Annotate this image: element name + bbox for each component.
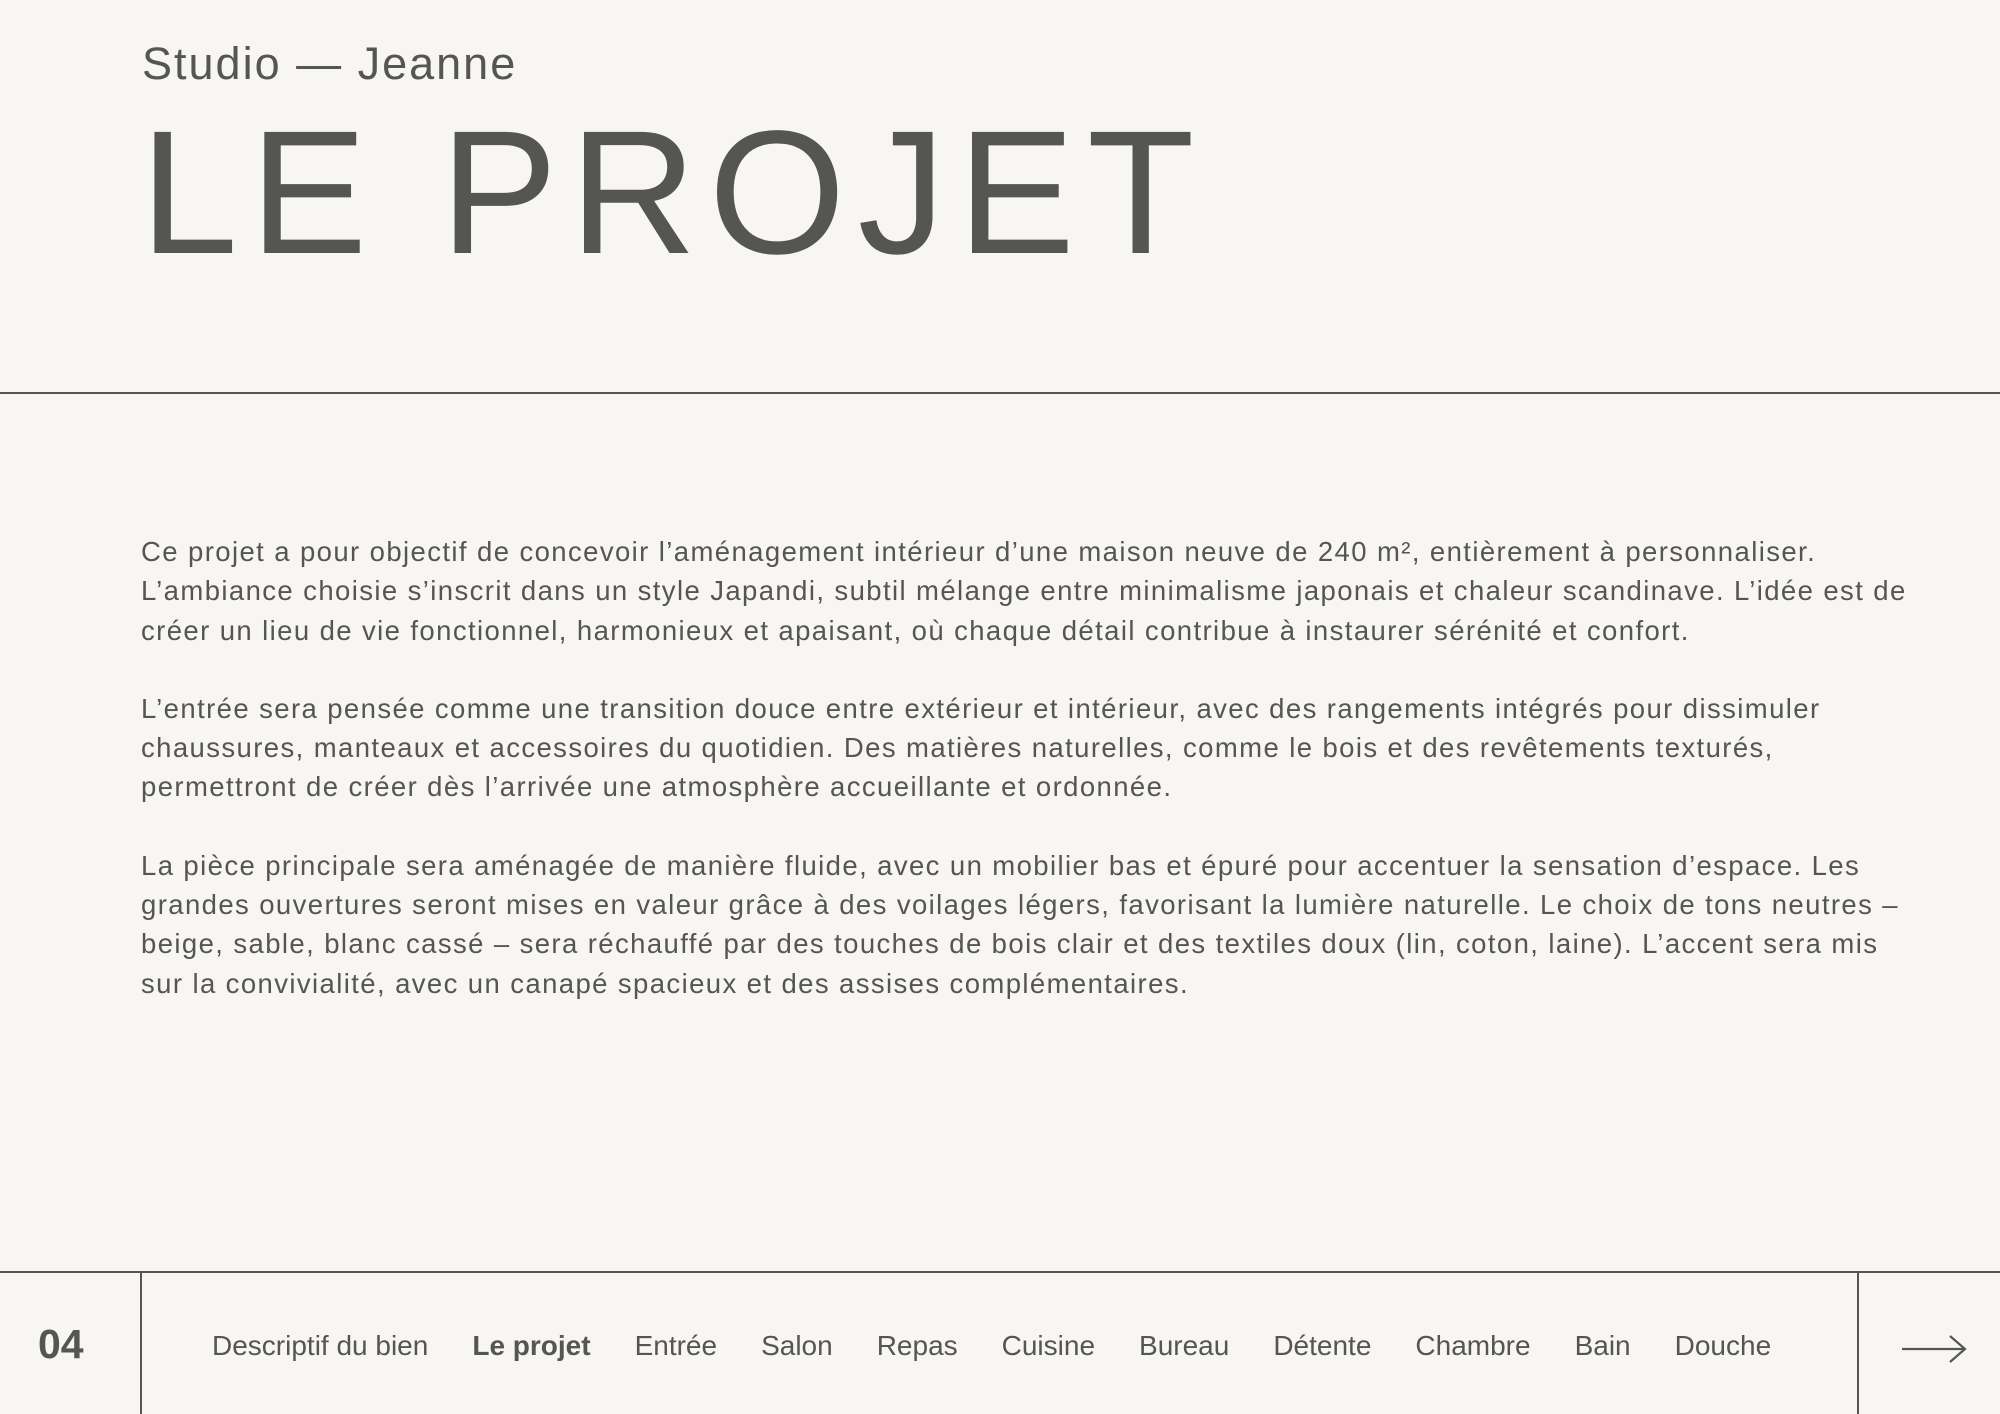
nav-item-descriptif-du-bien[interactable]: Descriptif du bien [212,1330,429,1361]
studio-subtitle: Studio — Jeanne [142,38,518,89]
paragraph-entree: L’entrée sera pensée comme une transition douce entre extérieur et intérieur, avec des rangements intégrés pour dissimuler chaussures, manteaux et accessoires du quotidien. Des matières naturelles, comme le bois et des revêtements texturés, permettront de créer dès l’arrivée une atmosphère accueillante et ordonnée. [141,692,1821,803]
paragraph-piece-principale: La pièce principale sera aménagée de manière fluide, avec un mobilier bas et épuré pour accentuer la sensation d’espace. Les grandes ouvertures seront mises en valeur grâce à des voilages légers, favorisant la lumière naturelle. Le choix de tons neutres – beige, sable, blanc cassé – sera réchauffé par des touches de bois clair et des textiles doux (lin, coton, laine). L’accent sera mis sur la convivialité, avec un canapé spacieux et des assises complémentaires. [141,849,1899,999]
page-title: LE PROJET [140,95,1207,291]
nav-item-bureau[interactable]: Bureau [1139,1330,1230,1361]
section-nav [212,1330,1771,1362]
footer-separator-left [140,1272,142,1414]
nav-item-cuisine[interactable]: Cuisine [1001,1330,1096,1361]
nav-item-repas[interactable]: Repas [876,1330,958,1361]
nav-item-salon[interactable]: Salon [761,1330,833,1361]
nav-item-douche[interactable]: Douche [1674,1330,1772,1361]
nav-item-detente[interactable]: Détente [1273,1330,1372,1361]
project-description [141,532,1911,1042]
footer-divider [0,1271,2000,1273]
footer-separator-right [1857,1272,1859,1414]
nav-item-le-projet[interactable]: Le projet [472,1330,591,1361]
arrow-right-icon[interactable] [1900,1333,1968,1365]
paragraph-intro: Ce projet a pour objectif de concevoir l’aménagement intérieur d’une maison neuve de 240 m², entièrement à personnaliser. L’ambiance choisie s’inscrit dans un style Japandi, subtil mélange entre minimalisme japonais et chaleur scandinave. L’idée est de créer un lieu de vie fonctionnel, harmonieux et apaisant, où chaque détail contribue à instaurer sérénité et confort. [141,536,1907,646]
nav-item-chambre[interactable]: Chambre [1415,1330,1531,1361]
nav-item-bain[interactable]: Bain [1574,1330,1631,1361]
nav-item-entree[interactable]: Entrée [634,1330,718,1361]
page-number: 04 [38,1321,84,1367]
header-divider [0,392,2000,394]
